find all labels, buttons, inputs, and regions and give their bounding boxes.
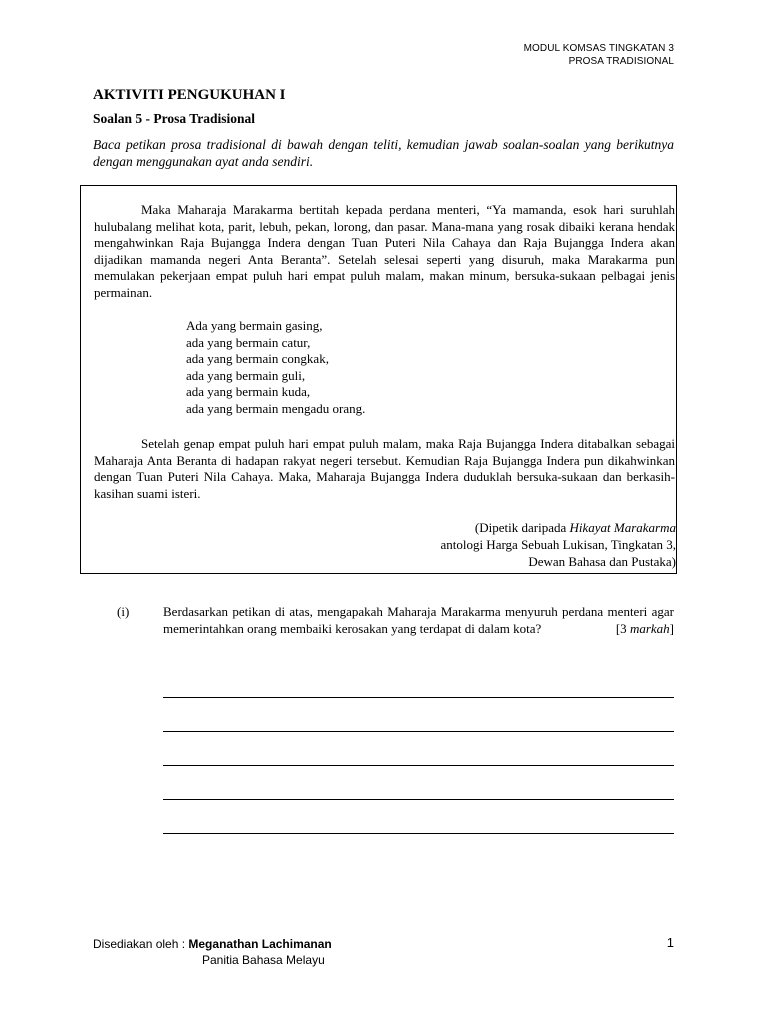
- citation-line-3: Dewan Bahasa dan Pustaka): [528, 554, 676, 569]
- footer-department: Panitia Bahasa Melayu: [202, 953, 325, 967]
- instruction-text: Baca petikan prosa tradisional di bawah dengan teliti, kemudian jawab soalan-soalan yang berikutnya dengan menggunakan ayat anda sendiri.: [93, 137, 674, 169]
- answer-line[interactable]: [163, 697, 674, 698]
- poem-line: Ada yang bermain gasing,: [186, 318, 323, 333]
- footer-author-line: Disediakan oleh : Meganathan Lachimanan: [93, 937, 332, 951]
- answer-line[interactable]: [163, 765, 674, 766]
- poem-line: ada yang bermain guli,: [186, 367, 306, 383]
- question-text: Berdasarkan petikan di atas, mengapakah Maharaja Marakarma menyuruh perdana menteri agar memerintahkan orang membaiki kerosakan yang terdapat di dalam kota? [3 markah]: [163, 604, 674, 636]
- passage-paragraph-2: Setelah genap empat puluh hari empat puluh malam, maka Raja Bujangga Indera ditabalkan sebagai Maharaja Anta Beranta di hadapan rakyat negeri tersebut. Kemudian Raja Bujangga Indera pun dikahwinkan dengan Tuan Puteri Nila Cahaya. Maka, Maharaja Bujangga Indera duduklah bersuka-sukaan dan berkasih-kasihan suami isteri.: [94, 436, 675, 501]
- page-header: [524, 42, 674, 68]
- passage-box: [80, 185, 677, 574]
- answer-line[interactable]: [163, 731, 674, 732]
- passage-poem: [186, 318, 365, 417]
- poem-line: ada yang bermain mengadu orang.: [186, 400, 366, 416]
- citation-book-title: Hikayat Marakarma: [569, 520, 676, 535]
- question-subtitle: Soalan 5 - Prosa Tradisional: [93, 111, 256, 126]
- header-module-title: MODUL KOMSAS TINGKATAN 3: [523, 43, 674, 54]
- poem-line: ada yang bermain catur,: [186, 334, 311, 350]
- citation-line-1: (Dipetik daripada Hikayat Marakarma: [474, 520, 676, 535]
- answer-line[interactable]: [163, 833, 674, 834]
- question-marks: [3 markah]: [615, 620, 674, 636]
- poem-line: ada yang bermain congkak,: [186, 351, 329, 366]
- header-section-title: PROSA TRADISIONAL: [568, 56, 674, 67]
- poem-line: ada yang bermain kuda,: [186, 384, 311, 399]
- answer-line[interactable]: [163, 799, 674, 800]
- question-number: (i): [117, 604, 130, 619]
- passage-paragraph-1: Maka Maharaja Marakarma bertitah kepada perdana menteri, “Ya mamanda, esok hari suruhlah hulubalang melihat kota, parit, lebuh, pekan, lorong, dan pasar. Mana-mana yang rosak dibaiki kerana hendak mengahwinkan Raja Bujangga Indera dengan Tuan Puteri Nila Cahaya dan Raja Bujangga Indera akan dijadikan mamanda negeri Anta Beranta”. Setelah selesai seperti yang disuruh, maka Marakarma pun memulakan pekerjaan empat puluh hari empat puluh malam, makan minum, bersuka-sukaan pelbagai jenis permainan.: [94, 202, 675, 300]
- author-name: Meganathan Lachimanan: [188, 937, 332, 951]
- page-footer: [93, 936, 332, 968]
- page-number: 1: [666, 935, 674, 950]
- citation-line-2: antologi Harga Sebuah Lukisan, Tingkatan 3,: [440, 537, 676, 552]
- activity-title: AKTIVITI PENGUKUHAN I: [93, 87, 286, 103]
- passage-citation: [440, 519, 676, 570]
